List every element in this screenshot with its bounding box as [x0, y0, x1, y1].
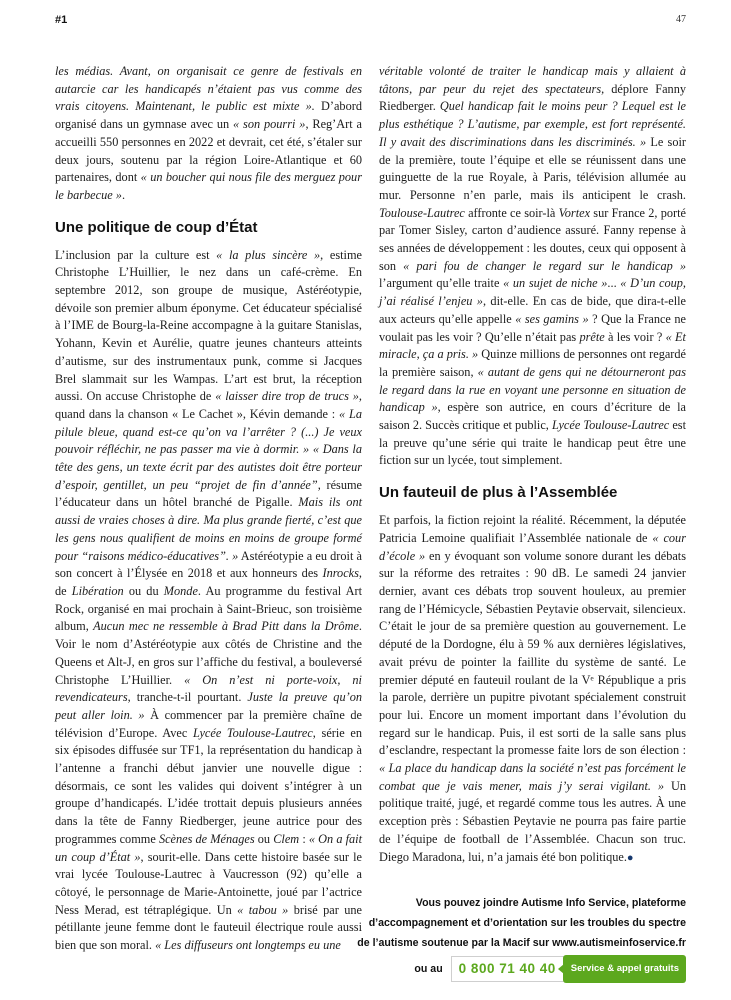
end-of-article-bullet: ● — [626, 851, 634, 864]
page-number: 47 — [676, 14, 686, 25]
paragraph: les médias. Avant, on organisait ce genre de festivals en autarcie car les handicapés n’étaient pas vus comme des vrais citoyens. Maintenant, le public est mixte ». D’abord organisé dans un gymnase avec un « son pourri », Reg’Art a accueilli 550 personnes en 2022 et devrait, cet été, s’étaler sur deux jours, soutenu par la région Loire-Atlantique et 60 partenaires, dont « un boucher qui nous file des merguez pour le barbecue ». — [55, 64, 362, 202]
paragraph: Et parfois, la fiction rejoint la réalité. Récemment, la députée Patricia Lemoine qualifiait l’Assemblée nationale de « cour d’école » en y évoquant son volume sonore durant les débats sur la réforme des retraites : 90 dB. Le samedi 24 janvier dernier, avant ces débats trop souvent houleux, au premier rang de l’Hémicycle, Sébastien Peytavie observait, silencieux. C’était le jour de sa première question au gouvernement. Le député de la Dordogne, élu à 59 % aux dernières législatives, avait prévu de pointer la faillite du système de santé. Le premier député en fauteuil roulant de la Vᵉ République a pris la parole, derrière un pupitre pivotant spécialement construit pour lui. Encore un moment important dans l’évolution du regard sur le handicap. Puis, il est sorti de la salle sans plus d’esclandre, respectant la promesse faite lors de son élection : « La place du handicap dans la société n’est pas forcément le combat que je vais mener, mais j’y serai vigilant. » Un politique traité, jugé, et regardé comme tous les autres. À une exception près : Sébastien Peytavie ne pourra pas faire partie de l’équipe de football de l’Assemblée. Chacun son truc. Diego Maradona, lui, n’a jamais été bon politique.● — [379, 513, 686, 864]
phone-row — [356, 955, 686, 983]
phone-prefix: ou au — [414, 963, 443, 975]
section-heading: Une politique de coup d’État — [55, 218, 258, 236]
page-header — [55, 14, 686, 26]
autisme-info-service-notice — [356, 893, 686, 983]
column-right — [379, 63, 686, 955]
notice-line: d’accompagnement et d’orientation sur les troubles du spectre — [368, 917, 686, 929]
issue-tag: #1 — [55, 14, 68, 26]
article-body — [55, 63, 686, 955]
paragraph: L’inclusion par la culture est « la plus sincère », estime Christophe L’Huillier, le nez dans un café-crème. En septembre 2012, son groupe de musique, Astéréotypie, dévoile son premier album éponyme. Cet éducateur spécialisé à l’IME de Bourg-la-Reine accompagne à la guitare Stanislas, Yohann, Kevin et Aurélie, quatre jeunes chanteurs atteints d’autisme, sur des instrumentaux punk, comme si Jacques Brel slammait sur les Wampas. L’art est brut, la réception aussi. On accuse Christophe de « laisser dire trop de trucs », quand dans la chanson « Le Cachet », Kévin demande : « La pilule bleue, quand est-ce qu’on va l’arrêter ? (...) Je veux pouvoir réfléchir, ne pas passer ma vie à dormir. » « Dans la tête des gens, un texte écrit par des autistes doit être porteur d’espoir, gentillet, un peu “projet de fin d’année”, résume l’éducateur dans un hôtel branché de Pigalle. Mais ils ont aussi de vraies choses à dire. Ma plus grande fierté, c’est que les gens nous qualifient de moins en moins de groupe formé pour “raisons médico-éducatives”. » Astéréotypie a eu droit à son concert à l’Élysée en 2018 et aux honneurs des Inrocks, de Libération ou du Monde. Au programme du festival Art Rock, organisé en mai prochain à Saint-Brieuc, son troisième album, Aucun mec ne ressemble à Brad Pitt dans la Drôme. Voir le nom d’Astéréotypie aux côtés de Christine and the Queens et Alt-J, en gros sur l’affiche du festival, a bouleversé Christophe L’Huillier. « On n’est ni porte-voix, ni revendicateurs, tranche-t-il pourtant. Juste la preuve qu’on peut aller loin. » À commencer par la première chaîne de télévision d’Europe. Avec Lycée Toulouse-Lautrec, série en six épisodes diffusée sur TF1, la représentation du handicap à l’antenne a franchi début janvier une nouvelle digue : désormais, ce sont les valides qui doivent s’intégrer à un groupe d’handicapés. L’idée trottait depuis plusieurs années dans la tête de Fanny Riedberger, jeune autrice pour des programmes comme Scènes de Ménages ou Clem : « On a fait un coup d’État », sourit-elle. Dans cette histoire basée sur le vrai lycée Toulouse-Lautrec à Vaucresson (92) qu’elle a côtoyé, le personnage de Marie-Antoinette, joué par l’actrice Ness Merad, est tétraplégique. Un « tabou » brisé par une pétillante jeune femme dont le fauteuil électrique roule aussi bien que son moral. « Les diffuseurs ont longtemps eu une — [55, 247, 363, 953]
notice-line: Vous pouvez joindre Autisme Info Service, plateforme — [415, 897, 686, 909]
phone-number: 0 800 71 40 40 — [451, 956, 565, 982]
paragraph: véritable volonté de traiter le handicap mais y allaient à tâtons, par peur du rejet des spectateurs, déplore Fanny Riedberger. Quel handicap fait le moins peur ? Lequel est le plus esthétique ? L’autisme, par exemple, est fort représenté. Il y avait des discriminations dans les discriminés. » Le soir de la première, toute l’équipe et elle se réunissent dans une guinguette de la rue Royale, à Paris, télévision allumée au mur. Personne n’en parle, mais ils anticipent le crash. Toulouse-Lautrec affronte ce soir-là Vortex sur France 2, porté par Tomer Sisley, carton d’audience assuré. Fanny repense à ses années de développement : les doutes, ceux qui opposent à son « pari fou de changer le regard sur le handicap » l’argument qu’elle traite « un sujet de niche »... « D’un coup, j’ai réalisé l’enjeu », dit-elle. En cas de bide, que dira-t-elle aux acteurs qu’elle appelle « ses gamins » ? Que la France ne voulait pas les voir ? Qu’elle n’était pas prête à les voir ? « Et miracle, ça a pris. » Quinze millions de personnes ont regardé la première saison, « autant de gens qui ne détourneront pas le regard dans la rue en voyant une personne en situation de handicap », espère son autrice, en cours d’écriture de la saison 2. Succès critique et public, Lycée Toulouse-Lautrec est la preuve qu’une série qui traite le handicap peut être une fiction sur un lycée, tout simplement. — [379, 64, 687, 468]
notice-line: de l’autisme soutenue par la Macif sur www.autismeinfoservice.fr — [357, 937, 686, 949]
free-service-badge: Service & appel gratuits — [563, 955, 686, 983]
column-left — [55, 63, 362, 955]
section-heading: Un fauteuil de plus à l’Assemblée — [379, 484, 618, 502]
